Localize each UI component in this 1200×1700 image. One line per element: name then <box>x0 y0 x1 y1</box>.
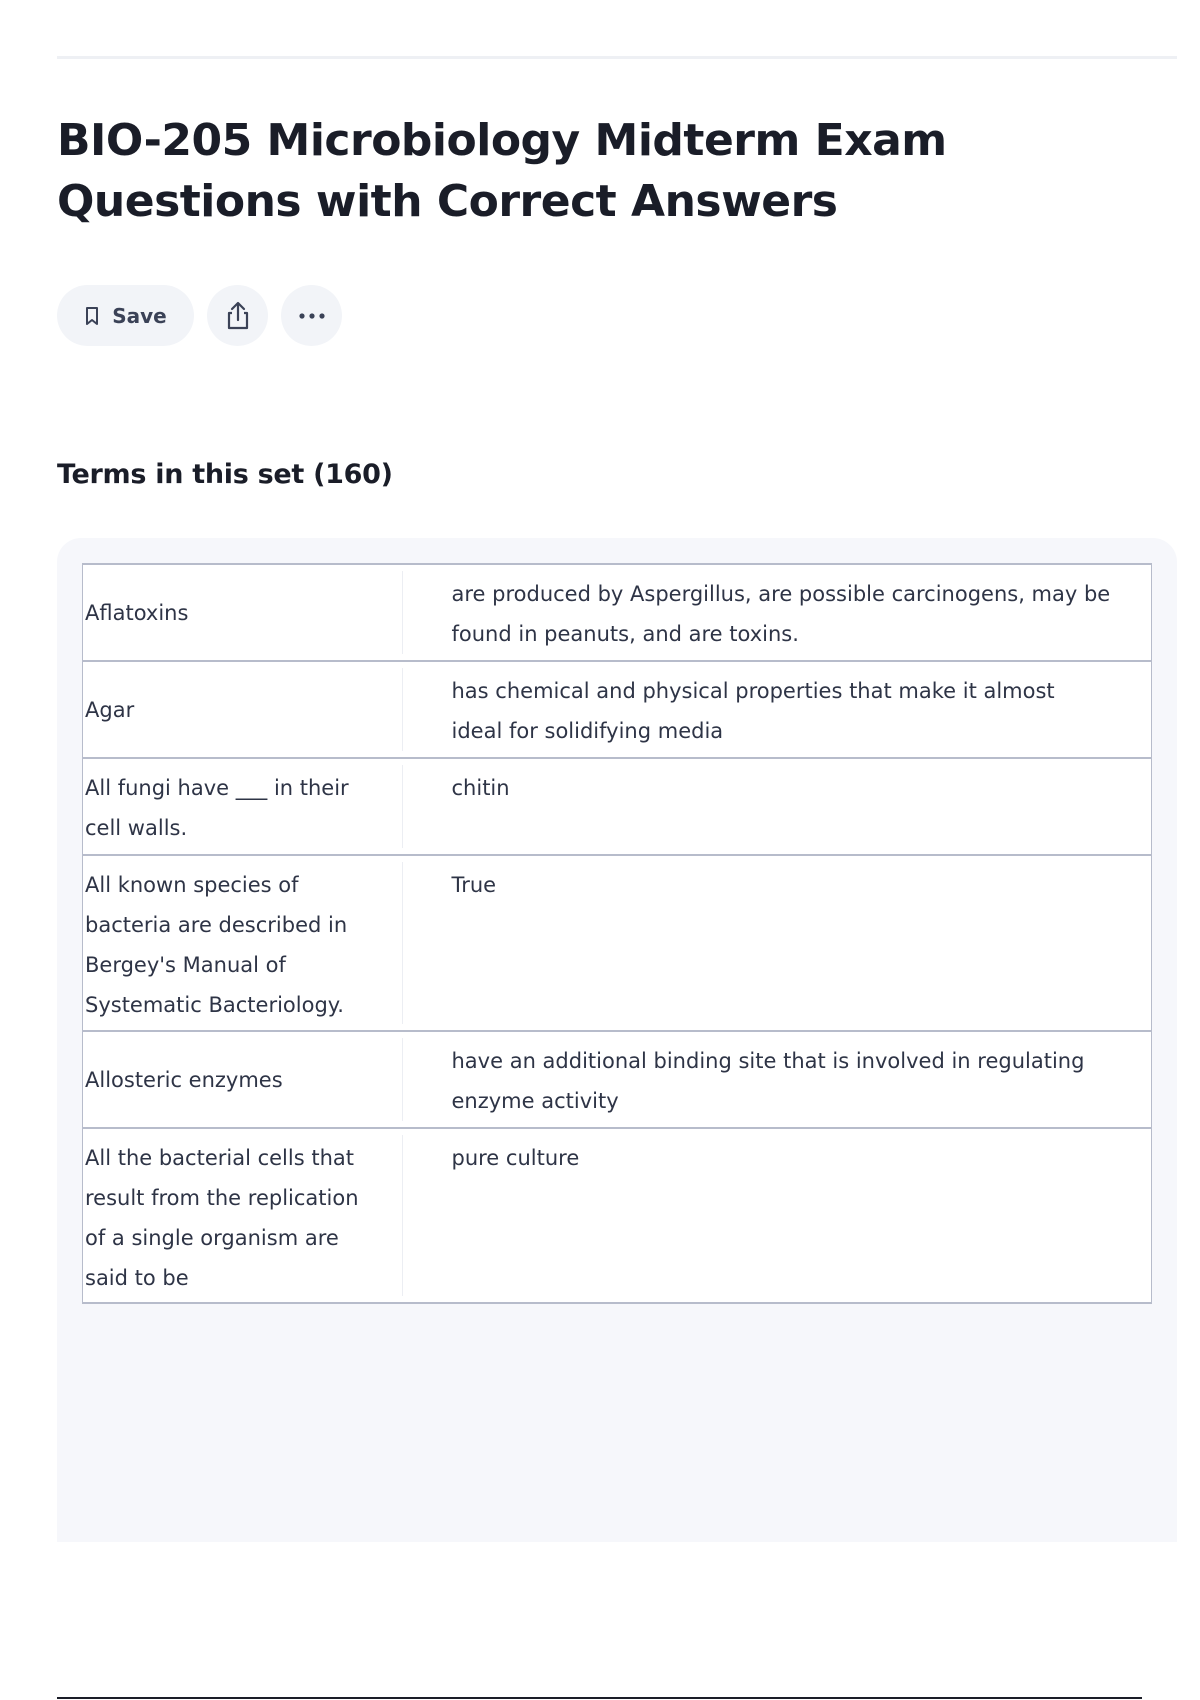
top-divider <box>57 56 1177 59</box>
term-row <box>83 564 1152 661</box>
term-text: All fungi have ___ in their cell walls. <box>83 758 403 855</box>
term-row <box>83 758 1152 855</box>
definition-text: chitin <box>403 758 1152 855</box>
terms-heading: Terms in this set (160) <box>57 459 393 490</box>
term-row <box>83 855 1152 1031</box>
term-text: Aflatoxins <box>83 564 403 661</box>
definition-text: are produced by Aspergillus, are possible carcinogens, may be found in peanuts, and are toxins. <box>403 564 1152 661</box>
definition-text: have an additional binding site that is involved in regulating enzyme activity <box>403 1031 1152 1128</box>
bottom-divider <box>57 1697 1142 1699</box>
term-text: All the bacterial cells that result from the replication of a single organism are said to be <box>83 1128 403 1303</box>
definition-text: pure culture <box>403 1128 1152 1303</box>
more-icon <box>298 312 326 320</box>
definition-text: True <box>403 855 1152 1031</box>
definition-text: has chemical and physical properties that make it almost ideal for solidifying media <box>403 661 1152 758</box>
save-button[interactable] <box>57 285 194 346</box>
save-button-label: Save <box>112 303 167 328</box>
more-options-button[interactable] <box>281 285 342 346</box>
share-button[interactable] <box>207 285 268 346</box>
term-text: Agar <box>83 661 403 758</box>
term-text: All known species of bacteria are described in Bergey's Manual of Systematic Bacteriology. <box>83 855 403 1031</box>
action-bar <box>57 285 342 346</box>
bookmark-icon <box>84 306 100 326</box>
term-row <box>83 1128 1152 1303</box>
term-row <box>83 661 1152 758</box>
page-title: BIO-205 Microbiology Midterm Exam Questions with Correct Answers <box>57 115 947 227</box>
terms-table <box>82 563 1152 1304</box>
term-row <box>83 1031 1152 1128</box>
term-text: Allosteric enzymes <box>83 1031 403 1128</box>
share-icon <box>224 301 252 331</box>
